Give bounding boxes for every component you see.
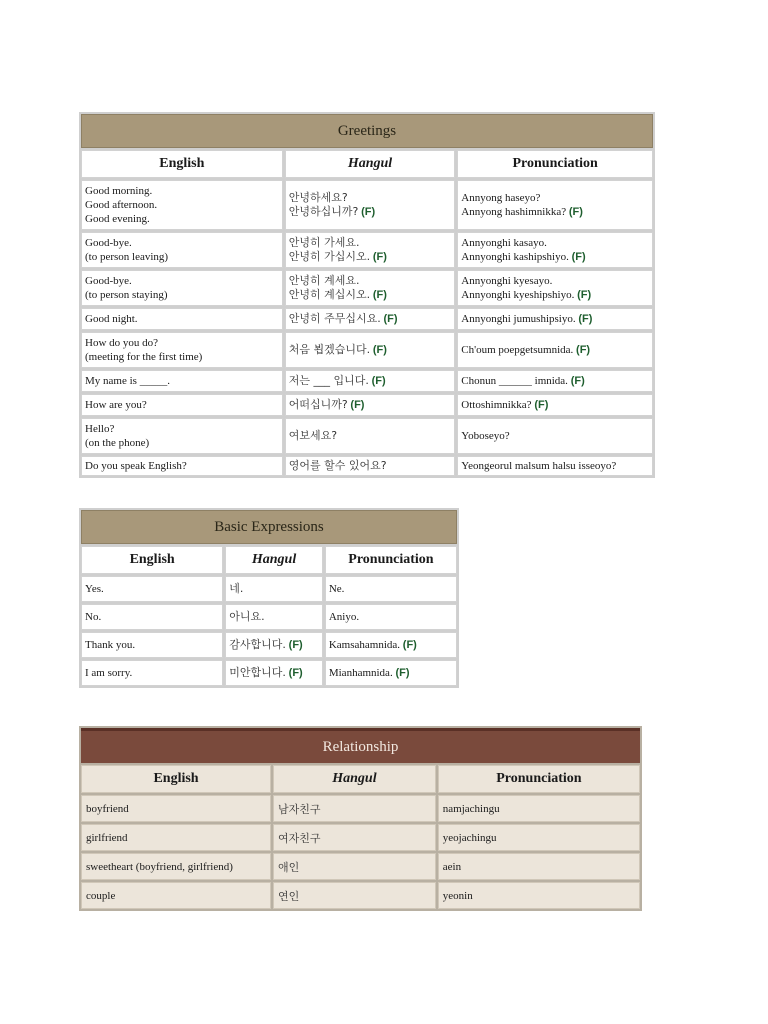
pronunciation-text: Ch'oum poepgetsumnida.	[461, 344, 574, 356]
greetings-title: Greetings	[81, 114, 653, 148]
pronunciation-cell	[457, 456, 653, 476]
pronunciation-cell	[325, 660, 457, 686]
pronunciation-text: Ottoshimnikka?	[461, 399, 532, 411]
english-text: Yes.	[85, 583, 104, 595]
pronunciation-cell	[457, 180, 653, 230]
relationship-row	[81, 853, 640, 880]
pronunciation-cell	[438, 795, 640, 822]
english-cell	[81, 332, 283, 368]
basic-row	[81, 604, 457, 630]
relationship-row	[81, 795, 640, 822]
pronunciation-cell	[457, 370, 653, 392]
english-text: Hello?	[85, 423, 115, 435]
english-text: girlfriend	[86, 831, 128, 844]
pronunciation-text: Annyonghi kyesayo.	[461, 275, 553, 287]
pronunciation-text: yeonin	[442, 889, 473, 902]
hangul-cell	[273, 824, 436, 851]
english-text: boyfriend	[86, 802, 129, 815]
formal-marker: (F)	[402, 639, 417, 651]
hangul-text: 남자친구	[278, 802, 321, 816]
greeting-row	[81, 370, 653, 392]
hangul-cell	[273, 853, 436, 880]
basic-expressions-title: Basic Expressions	[81, 510, 457, 544]
english-cell	[81, 576, 223, 602]
english-text: Do you speak English?	[85, 460, 187, 472]
pronunciation-cell	[325, 576, 457, 602]
col-header-pronunciation: Pronunciation	[325, 546, 457, 574]
hangul-cell	[285, 456, 456, 476]
english-cell	[81, 632, 223, 658]
english-text: I am sorry.	[85, 667, 133, 679]
formal-marker: (F)	[534, 399, 549, 411]
pronunciation-text: Aniyo.	[328, 611, 360, 623]
hangul-cell	[285, 308, 456, 330]
pronunciation-text: Ne.	[328, 583, 345, 595]
pronunciation-text: Chonun ______ imnida.	[461, 375, 568, 387]
english-cell	[81, 660, 223, 686]
english-text: Good evening.	[85, 213, 150, 225]
greeting-row	[81, 394, 653, 416]
formal-marker: (F)	[570, 375, 585, 387]
pronunciation-cell	[457, 270, 653, 306]
formal-marker: (F)	[350, 399, 365, 411]
pronunciation-text: Annyonghi kyeshipshiyo.	[461, 289, 575, 301]
hangul-text: 처음 뵙겠습니다.	[288, 343, 371, 356]
english-cell	[81, 308, 283, 330]
relationship-table	[79, 726, 642, 911]
english-cell	[81, 232, 283, 268]
english-text: Thank you.	[85, 639, 136, 651]
col-header-english: English	[81, 150, 283, 178]
basic-row	[81, 576, 457, 602]
pronunciation-cell	[438, 853, 640, 880]
english-cell	[81, 604, 223, 630]
relationship-row	[81, 824, 640, 851]
hangul-text: 여보세요?	[288, 429, 338, 442]
hangul-text: 안녕하십니까?	[288, 205, 359, 218]
pronunciation-cell	[457, 332, 653, 368]
english-text: (meeting for the first time)	[85, 351, 203, 363]
formal-marker: (F)	[577, 289, 592, 301]
greeting-row	[81, 270, 653, 306]
hangul-text: 여자친구	[278, 831, 321, 845]
english-text: (to person staying)	[85, 289, 168, 301]
english-cell	[81, 370, 283, 392]
hangul-cell	[225, 604, 323, 630]
english-text: How are you?	[85, 399, 147, 411]
pronunciation-text: namjachingu	[442, 802, 500, 815]
english-cell	[81, 270, 283, 306]
hangul-cell	[285, 180, 456, 230]
hangul-text: 안녕히 계십시오.	[288, 288, 371, 301]
english-cell	[81, 456, 283, 476]
basic-expressions-table	[79, 508, 459, 688]
formal-marker: (F)	[571, 251, 586, 263]
relationship-title: Relationship	[81, 728, 640, 763]
pronunciation-text: Annyonghi kashipshiyo.	[461, 251, 569, 263]
pronunciation-cell	[457, 418, 653, 454]
formal-marker: (F)	[371, 375, 386, 387]
formal-marker: (F)	[576, 344, 591, 356]
hangul-cell	[285, 270, 456, 306]
english-cell	[81, 180, 283, 230]
greetings-table	[79, 112, 655, 478]
english-cell	[81, 795, 271, 822]
english-cell	[81, 824, 271, 851]
hangul-text: 안녕히 계세요.	[288, 274, 360, 287]
pronunciation-cell	[457, 308, 653, 330]
english-text: How do you do?	[85, 337, 159, 349]
english-text: Good afternoon.	[85, 199, 158, 211]
hangul-cell	[285, 232, 456, 268]
english-cell	[81, 882, 271, 909]
english-cell	[81, 853, 271, 880]
formal-marker: (F)	[395, 667, 410, 679]
english-text: couple	[86, 889, 116, 902]
english-cell	[81, 394, 283, 416]
col-header-hangul: Hangul	[285, 150, 456, 178]
basic-row	[81, 660, 457, 686]
formal-marker: (F)	[361, 206, 376, 218]
relationship-row	[81, 882, 640, 909]
formal-marker: (F)	[372, 344, 387, 356]
pronunciation-text: Annyonghi kasayo.	[461, 237, 547, 249]
hangul-cell	[285, 370, 456, 392]
english-cell	[81, 418, 283, 454]
hangul-text: 영어를 할수 있어요?	[288, 459, 387, 472]
hangul-cell	[225, 632, 323, 658]
pronunciation-cell	[325, 632, 457, 658]
hangul-text: 연인	[278, 889, 300, 903]
pronunciation-text: aein	[442, 860, 462, 873]
english-text: sweetheart (boyfriend, girlfriend)	[86, 860, 233, 873]
pronunciation-text: Annyong hashimnikka?	[461, 206, 567, 218]
col-header-hangul: Hangul	[225, 546, 323, 574]
greeting-row	[81, 418, 653, 454]
hangul-text: 미안합니다.	[229, 666, 286, 679]
hangul-text: 저는 ___ 입니다.	[288, 374, 369, 387]
hangul-text: 안녕하세요?	[288, 191, 348, 204]
hangul-text: 안녕히 가세요.	[288, 236, 360, 249]
hangul-text: 아니요.	[229, 610, 265, 623]
hangul-text: 네.	[229, 582, 244, 595]
greeting-row	[81, 456, 653, 476]
pronunciation-text: yeojachingu	[442, 831, 497, 844]
col-header-hangul: Hangul	[273, 765, 436, 793]
english-text: (to person leaving)	[85, 251, 169, 263]
english-text: My name is _____.	[85, 375, 170, 387]
col-header-english: English	[81, 546, 223, 574]
greeting-row	[81, 332, 653, 368]
pronunciation-text: Yeongeorul malsum halsu isseoyo?	[461, 460, 617, 472]
pronunciation-cell	[438, 824, 640, 851]
col-header-pronunciation: Pronunciation	[438, 765, 640, 793]
pronunciation-text: Yoboseyo?	[461, 430, 510, 442]
hangul-cell	[285, 394, 456, 416]
hangul-cell	[273, 882, 436, 909]
pronunciation-cell	[438, 882, 640, 909]
hangul-cell	[285, 418, 456, 454]
formal-marker: (F)	[372, 251, 387, 263]
basic-row	[81, 632, 457, 658]
english-text: Good-bye.	[85, 275, 132, 287]
greeting-row	[81, 180, 653, 230]
hangul-text: 안녕히 주무십시요.	[288, 312, 381, 325]
hangul-text: 감사합니다.	[229, 638, 286, 651]
col-header-pronunciation: Pronunciation	[457, 150, 653, 178]
formal-marker: (F)	[372, 289, 387, 301]
english-text: Good-bye.	[85, 237, 132, 249]
greeting-row	[81, 308, 653, 330]
col-header-english: English	[81, 765, 271, 793]
formal-marker: (F)	[288, 667, 303, 679]
hangul-cell	[285, 332, 456, 368]
formal-marker: (F)	[288, 639, 303, 651]
pronunciation-cell	[457, 232, 653, 268]
hangul-text: 어떠십니까?	[288, 398, 348, 411]
greeting-row	[81, 232, 653, 268]
hangul-cell	[225, 660, 323, 686]
pronunciation-text: Annyonghi jumushipsiyo.	[461, 313, 576, 325]
pronunciation-cell	[325, 604, 457, 630]
hangul-text: 안녕히 가십시오.	[288, 250, 371, 263]
pronunciation-cell	[457, 394, 653, 416]
hangul-cell	[273, 795, 436, 822]
formal-marker: (F)	[568, 206, 583, 218]
english-text: Good night.	[85, 313, 138, 325]
formal-marker: (F)	[383, 313, 398, 325]
english-text: No.	[85, 611, 102, 623]
formal-marker: (F)	[578, 313, 593, 325]
pronunciation-text: Annyong haseyo?	[461, 192, 541, 204]
pronunciation-text: Mianhamnida.	[328, 667, 393, 679]
english-text: Good morning.	[85, 185, 153, 197]
pronunciation-text: Kamsahamnida.	[328, 639, 401, 651]
hangul-cell	[225, 576, 323, 602]
english-text: (on the phone)	[85, 437, 150, 449]
hangul-text: 애인	[278, 860, 300, 874]
